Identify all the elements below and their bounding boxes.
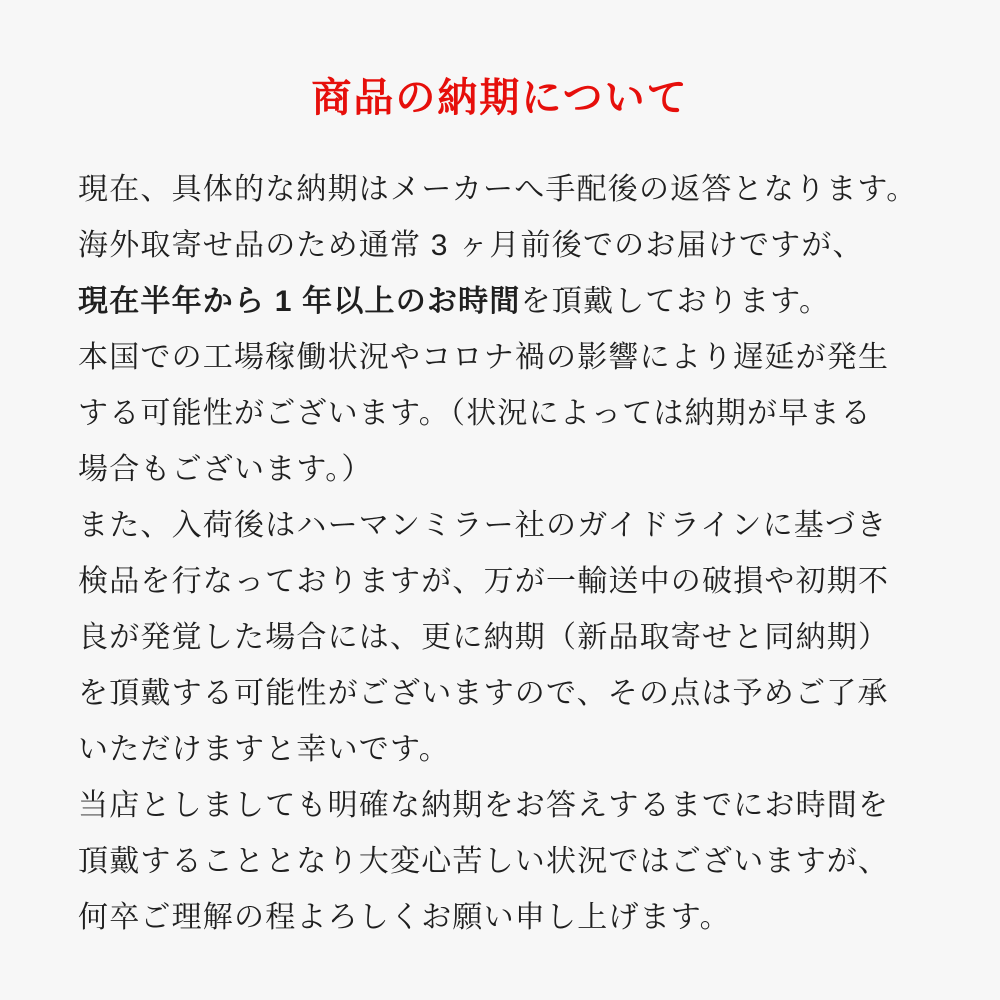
body-text-segment: また、入荷後はハーマンミラー社のガイドラインに基づき <box>78 509 888 542</box>
body-text-segment: する可能性がございます。（状況によっては納期が早まる <box>78 397 872 430</box>
body-line <box>78 722 960 778</box>
body-line <box>78 274 960 330</box>
body-line <box>78 386 960 442</box>
body-text-segment: 検品を行なっておりますが、万が一輸送中の破損や初期不 <box>78 565 890 598</box>
body-text-segment: いただけますと幸いです。 <box>78 733 450 766</box>
body-line <box>78 218 960 274</box>
notice-title: 商品の納期について <box>311 76 689 120</box>
body-text-segment: 本国での工場稼働状況やコロナ禍の影響により遅延が発生 <box>78 341 890 374</box>
body-line <box>78 330 960 386</box>
body-text-segment: を頂戴しております。 <box>520 285 831 318</box>
body-text-segment: を頂戴する可能性がございますので、その点は予めご了承 <box>78 677 889 710</box>
body-text-segment: 頂戴することとなり大変心苦しい状況ではございますが、 <box>78 845 890 878</box>
body-line <box>78 666 960 722</box>
body-line <box>78 442 960 498</box>
body-text-segment: 当店としましても明確な納期をお答えするまでにお時間を <box>78 789 890 822</box>
body-line <box>78 834 960 890</box>
emphasis-text: 現在半年から 1 年以上のお時間 <box>78 285 521 318</box>
body-text-segment: 何卒ご理解の程よろしくお願い申し上げます。 <box>78 901 731 934</box>
body-text-segment: 良が発覚した場合には、更に納期（新品取寄せと同納期） <box>78 621 890 654</box>
body-line <box>78 554 960 610</box>
body-text-segment: 場合もございます。） <box>78 453 373 486</box>
body-text-segment: 現在、具体的な納期はメーカーへ手配後の返答となります。 <box>78 173 918 206</box>
body-line <box>78 778 960 834</box>
body-line <box>78 890 960 946</box>
body-line <box>78 162 960 218</box>
body-text-segment: 海外取寄せ品のため通常 3 ヶ月前後でのお届けですが、 <box>78 229 864 262</box>
body-line <box>78 498 960 554</box>
body-line <box>78 610 960 666</box>
body-lines <box>78 162 960 946</box>
